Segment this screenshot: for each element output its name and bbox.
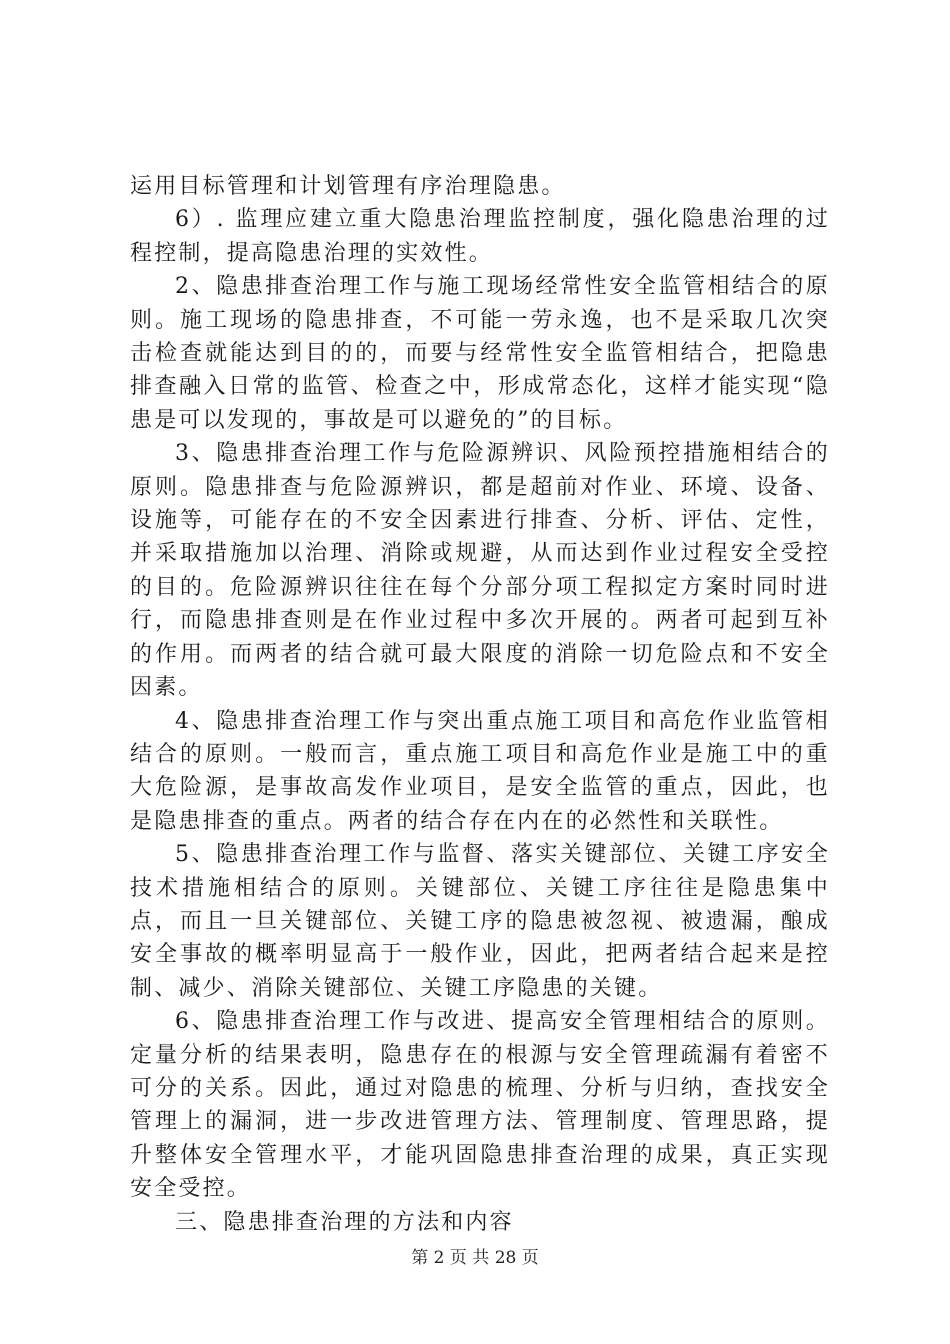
paragraph-principle-4: 4、隐患排查治理工作与突出重点施工项目和高危作业监管相结合的原则。一般而言，重点施工项目和高危作业是施工中的重大危险源，是事故高发作业项目，是安全监管的重点，因此，也是隐患排查的重点。两者的结合存在内在的必然性和关联性。 bbox=[130, 708, 830, 834]
page-footer bbox=[0, 1243, 950, 1268]
section-heading-3: 三、隐患排查治理的方法和内容 bbox=[175, 1209, 514, 1235]
paragraph-item-6: 6）. 监理应建立重大隐患治理监控制度，强化隐患治理的过程控制，提高隐患治理的实效性。 bbox=[130, 207, 830, 266]
paragraph-principle-6: 6、隐患排查治理工作与改进、提高安全管理相结合的原则。定量分析的结果表明，隐患存在的根源与安全管理疏漏有着密不可分的关系。因此，通过对隐患的梳理、分析与归纳，查找安全管理上的漏洞，进一步改进管理方法、管理制度、管理思路，提升整体安全管理水平，才能巩固隐患排查治理的成果，真正实现安全受控。 bbox=[130, 1009, 830, 1202]
paragraph-principle-3: 3、隐患排查治理工作与危险源辨识、风险预控措施相结合的原则。隐患排查与危险源辨识，都是超前对作业、环境、设备、设施等，可能存在的不安全因素进行排查、分析、评估、定性，并采取措施加以治理、消除或规避，从而达到作业过程安全受控的目的。危险源辨识往往在每个分部分项工程拟定方案时同时进行，而隐患排查则是在作业过程中多次开展的。两者可起到互补的作用。而两者的结合就可最大限度的消除一切危险点和不安全因素。 bbox=[130, 441, 830, 701]
paragraph-continuation: 运用目标管理和计划管理有序治理隐患。 bbox=[130, 174, 566, 199]
paragraph-principle-5: 5、隐患排查治理工作与监督、落实关键部位、关键工序安全技术措施相结合的原则。关键部位、关键工序往往是隐患集中点，而且一旦关键部位、关键工序的隐患被忽视、被遗漏，酿成安全事故的概率明显高于一般作业，因此，把两者结合起来是控制、减少、消除关键部位、关键工序隐患的关键。 bbox=[130, 842, 830, 1001]
page-number-label: 第 2 页 共 28 页 bbox=[411, 1248, 539, 1268]
document-body bbox=[130, 170, 830, 1239]
paragraph-principle-2: 2、隐患排查治理工作与施工现场经常性安全监管相结合的原则。施工现场的隐患排查，不可能一劳永逸，也不是采取几次突击检查就能达到目的的，而要与经常性安全监管相结合，把隐患排查融入日常的监管、检查之中，形成常态化，这样才能实现“隐患是可以发现的，事故是可以避免的”的目标。 bbox=[130, 274, 830, 433]
